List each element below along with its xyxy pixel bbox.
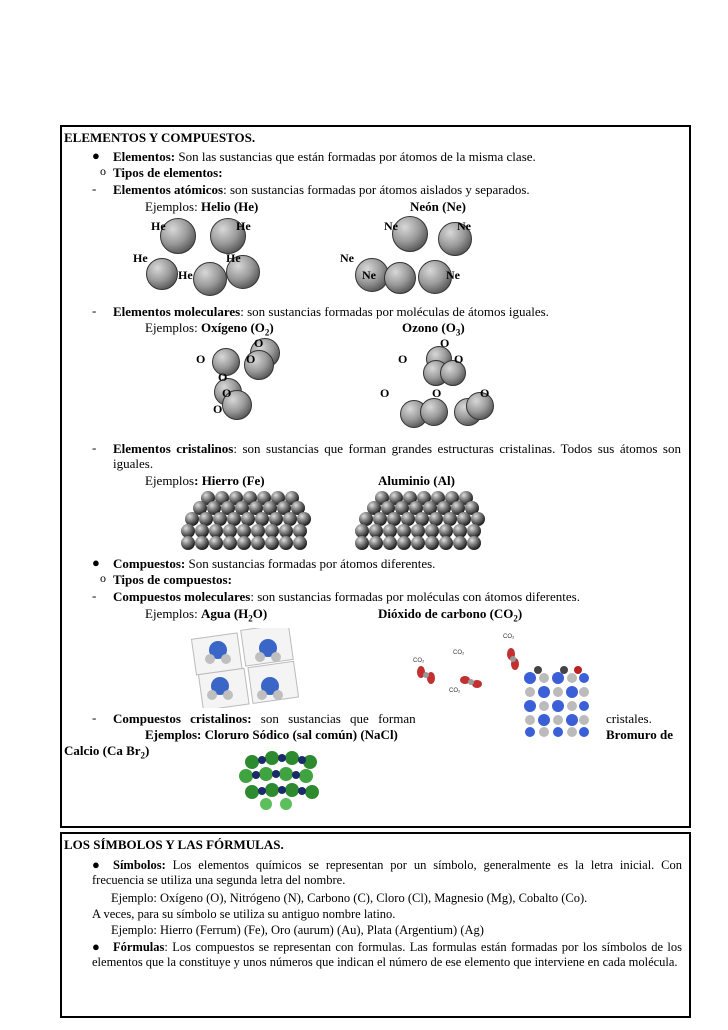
nacl-crystal-image: [518, 664, 590, 738]
comp-cristalinos-definition: Compuestos cristalinos: son sustancias que forman: [113, 711, 416, 726]
bullet-icon: ●: [92, 555, 100, 570]
simbolos-example-1: Ejemplo: Oxígeno (O), Nitrógeno (N), Carbono (C), Cloro (Cl), Magnesio (Mg), Cobalto (Co).: [111, 891, 588, 905]
section-title: ELEMENTOS Y COMPUESTOS.: [64, 130, 256, 145]
moleculares-definition: Elementos moleculares: son sustancias formadas por moléculas de átomos iguales.: [113, 304, 549, 319]
comp-moleculares-examples: Ejemplos: Agua $(H_2O)$: [145, 606, 268, 624]
co2-molecules-image: [405, 628, 525, 700]
tipos-compuestos-heading: Tipos de compuestos:: [113, 572, 232, 587]
cristalinos-definition: Elementos cristalinos: son sustancias que forman grandes estructuras cristalinas. Todos sus átomos son iguales.: [113, 441, 681, 471]
neon-title: Neón (Ne): [410, 199, 466, 214]
iron-crystal-image: [178, 488, 318, 552]
atomicos-examples: Ejemplos: Helio (He): [145, 199, 259, 214]
ozono-title: Ozono $(O_3)$: [402, 320, 465, 338]
moleculares-examples: Ejemplos: Oxígeno $(O_2)$: [145, 320, 274, 338]
dash-bullet: -: [92, 588, 97, 603]
circle-bullet-icon: o: [100, 571, 106, 585]
tipos-elementos-heading: Tipos de elementos:: [113, 165, 223, 180]
svg-text:CO₂: CO₂: [453, 650, 465, 656]
cabr2-crystal-image: [232, 748, 328, 814]
dash-bullet: -: [92, 181, 97, 196]
bromuro-word: Bromuro de: [606, 727, 674, 742]
elementos-definition: Elementos: Son las sustancias que están formadas por átomos de la misma clase.: [113, 149, 536, 164]
circle-bullet-icon: o: [100, 164, 106, 178]
aluminium-crystal-image: [352, 488, 492, 552]
bullet-icon: ●: [92, 148, 100, 163]
compuestos-definition: Compuestos: Son sustancias formadas por átomos diferentes.: [113, 556, 436, 571]
aluminio-title: Aluminio (Al): [378, 473, 455, 488]
cristalinos-examples: Ejemplos: Hierro (Fe): [145, 473, 265, 488]
section-title: LOS SÍMBOLOS Y LAS FÓRMULAS.: [64, 837, 284, 852]
dash-bullet: -: [92, 303, 97, 318]
svg-text:CO₂: CO₂: [503, 634, 515, 640]
latin-note: A veces, para su símbolo se utiliza su antiguo nombre latino.: [92, 907, 396, 921]
bullet-icon: ●: [92, 857, 100, 872]
atomicos-definition: Elementos atómicos: son sustancias formadas por átomos aislados y separados.: [113, 182, 530, 197]
bullet-icon: ●: [92, 939, 100, 954]
formulas-definition: Fórmulas: Los compuestos se representan con formulas. Las formulas están formadas por los símbolos de los elementos que la constituye y unos números que indican el número de ese elemento que interviene en cada molécula.: [92, 940, 682, 969]
dioxido-title: Dióxido de carbono $(CO_2)$: [378, 606, 523, 624]
cristales-word: cristales.: [606, 711, 652, 726]
svg-text:CO₂: CO₂: [413, 658, 425, 664]
comp-moleculares-definition: Compuestos moleculares: son sustancias formadas por moléculas con átomos diferentes.: [113, 589, 580, 604]
dash-bullet: -: [92, 710, 97, 725]
calcio-bromuro: Calcio (Ca $Br_2$): [64, 743, 150, 761]
cloruro-example: Ejemplos: Cloruro Sódico (sal común) (NaCl): [145, 727, 398, 742]
svg-text:CO₂: CO₂: [449, 688, 461, 694]
dash-bullet: -: [92, 440, 97, 455]
simbolos-example-2: Ejemplo: Hierro (Ferrum) (Fe), Oro (aurum) (Au), Plata (Argentium) (Ag): [111, 923, 484, 937]
simbolos-definition: Símbolos: Los elementos químicos se representan por un símbolo, generalmente es la letra inicial. Con frecuencia se utiliza una segunda letra del nombre.: [92, 858, 682, 887]
water-molecules-image: [190, 628, 302, 708]
